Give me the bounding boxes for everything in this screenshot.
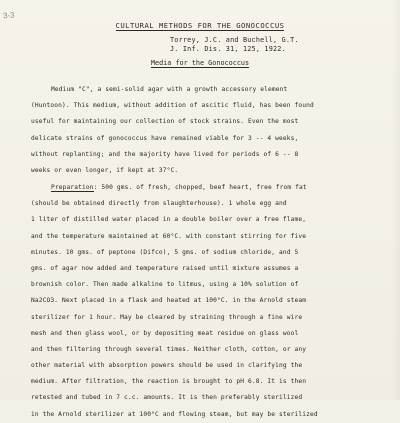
paragraph-line: gms. of agar now added and temperature raised until mixture assumes a (31, 264, 299, 272)
document-title (0, 21, 400, 31)
paragraph-line: delicate strains of gonococcus have remained viable for 3 -- 4 weeks, (31, 134, 299, 142)
paragraph-first-line (31, 180, 391, 196)
margin-note: 3-3 (2, 10, 15, 21)
paragraph-line: mesh and then glass wool, or by depositing meat residue on glass wool (31, 329, 299, 337)
paragraph-medium-c (31, 82, 391, 179)
paragraph-line: and then filtering through several times. Neither cloth, cotton, or any (31, 345, 307, 353)
section-heading (0, 59, 400, 68)
paragraph-line: medium. After filtration, the reaction is brought to pH 6.8. It is then (31, 378, 307, 386)
paragraph-line: (Huntoon). This medium, without addition of ascitic fluid, has been found (31, 102, 314, 110)
paragraph-line: (should be obtained directly from slaughterhouse). 1 whole egg and (31, 200, 287, 208)
paragraph-line: without replanting; and the majority have lived for periods of 6 -- 8 (31, 150, 299, 158)
paragraph-line: Medium "C", a semi-solid agar with a growth accessory element (51, 86, 288, 93)
paragraph-line: and the temperature maintained at 60°C. with constant stirring for five (31, 232, 307, 240)
paragraph-line: other material with absorption powers should be used in clarifying the (31, 362, 303, 370)
paragraph-line: in the Arnold sterilizer at 100°C and flowing steam, but may be sterilized (31, 410, 318, 418)
citation-journal: J. Inf. Dis. 31, 125, 1922. (170, 45, 286, 53)
paragraph-line: useful for maintaining our collection of stock strains. Even the most (31, 118, 299, 126)
paragraph-line: retested and tubed in 7 c.c. amounts. It is then preferably sterilized (31, 394, 303, 402)
paragraph-line: Na2CO3. Next placed in a flask and heated at 100°C. in the Arnold steam (31, 297, 307, 305)
section-heading-text: Media for the Gonococcus (150, 59, 250, 67)
paragraph-line: sterilizer for 1 hour. May be cleared by straining through a fine wire (31, 313, 303, 321)
paragraph-line: minutes. 10 gms. of peptone (Difco), 5 gms. of sodium chloride, and 5 (31, 248, 299, 256)
citation-authors: Torrey, J.C. and Buchell, G.T. (170, 36, 299, 44)
preparation-label: Preparation (51, 184, 94, 191)
paragraph-preparation (31, 180, 391, 423)
paragraph-line: weeks or even longer, if kept at 37°C. (31, 166, 179, 174)
paragraph-line: 1 liter of distilled water placed in a double boiler over a free flame, (31, 216, 307, 224)
paragraph-line: brownish color. Then made alkaline to litmus, using a 10% solution of (31, 281, 299, 289)
title-text: CULTURAL METHODS FOR THE GONOCOCCUS (115, 21, 285, 30)
preparation-first-text: : 500 gms. of fresh, chopped, beef heart, free from fat (93, 184, 307, 191)
